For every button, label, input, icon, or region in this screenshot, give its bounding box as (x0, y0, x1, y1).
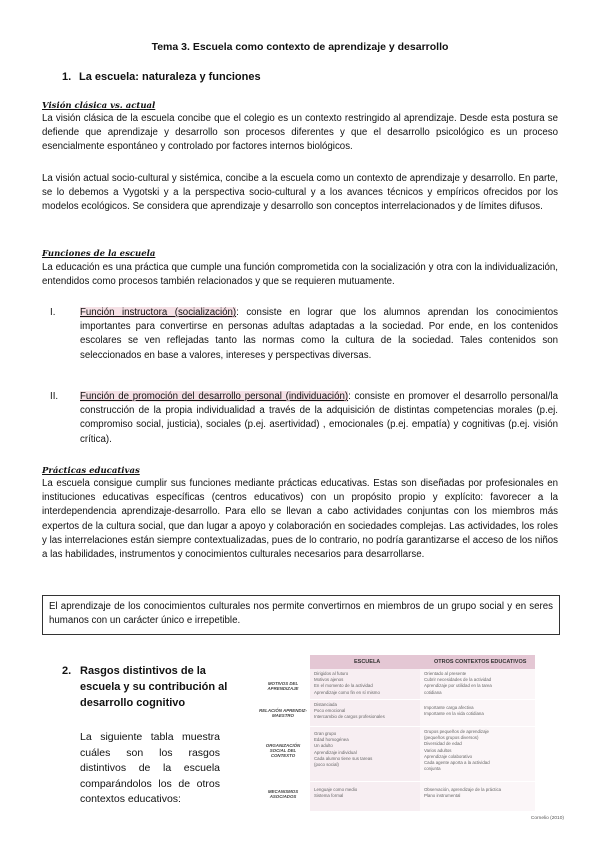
paragraph-practicas: La escuela consigue cumplir sus funciones mediante prácticas educativas. Estas son diseñadas por profesionales en instituciones educativas específicas (centros educativos) con un propósito propio y explícito: favorecer a la interdependencia aprendizaje-desarrollo. Para ello se llevan a cabo actividades conjuntas con los miembros más expertos de la cultura social, que dan lugar a apoyo y colaboración en sociedades complejas. Las actividades, los roles y las interrelaciones están siempre contextualizadas, pues de lo contrario, no podría garantizarse el acceso de los niños a las habilidades, instrumentos y conocimientos culturales necesarios para desarrollarse. (42, 478, 558, 561)
paragraph-vision-clasica: La visión clásica de la escuela concibe que el colegio es un contexto restringido al aprendizaje. Desde esta postura se defiende que aprendizaje y desarrollo son procesos diferentes y que el desarrollo psicológico es un proceso esencialmente espontáneo y controlado por factores internos biológicos. (42, 113, 558, 153)
list-item-funcion-desarrollo (80, 390, 558, 447)
cell-line: conjunta (424, 766, 441, 772)
table-row-label: MECANISMOS ASOCIADOS (267, 789, 299, 800)
paragraph-tabla-intro: La siguiente tabla muestra cuáles son los rasgos distintivos de la escuela comparándolos los de otros contextos educativos: (80, 731, 220, 805)
cell-line: Observación, aprendizaje de la práctica (424, 787, 502, 792)
cell-line: Importante carga afectiva (424, 705, 474, 710)
cell-line: Cada alumno tiene sus tareas (314, 755, 373, 761)
cell-line: En el momento de la actividad (314, 683, 373, 689)
cell-line: Aprendizaje individual (314, 749, 357, 755)
table-cell-otros (424, 787, 534, 799)
cell-line: Aprendizaje por utilidad en la tarea (424, 683, 492, 689)
subheading-funciones: Funciones de la escuela (42, 249, 156, 259)
cell-line: Importante en la vida cotidiana (424, 711, 484, 717)
list-numeral-2: II. (50, 391, 59, 402)
section-2-heading (62, 663, 242, 711)
table-cell-otros (424, 671, 534, 696)
cell-line: Motivos ajenos (314, 677, 344, 683)
cell-line: Distanciada (314, 702, 337, 707)
table-row-label: RELACIÓN APRENDIZ-MAESTRO (259, 708, 307, 719)
section-2-number: 2. (62, 665, 72, 677)
cell-line: Orientado al presente (424, 671, 467, 676)
cell-line: Grupos pequeños de aprendizaje (424, 729, 489, 734)
cell-line: Aprendizaje colaborativo (424, 753, 473, 759)
list-numeral-1: I. (50, 307, 56, 318)
table-credit: Cornelio (2010) (530, 816, 564, 821)
cell-line: Lenguaje como medio (314, 787, 358, 792)
cell-line: Plano instrumental (424, 793, 461, 799)
table-header-escuela: ESCUELA (354, 659, 381, 665)
cell-line: Dirigidos al futuro (314, 671, 349, 676)
funcion-desarrollo-text: : consiste en promover el desarrollo personal/la construcción de la propia individualidad a través de la adquisición de distintas competencias morales (p.ej. compromiso social, justicia), sociales (p.ej. asertividad) , emocionales (p.ej. empatía) y cognitivas (p.ej. visión crítica). (80, 391, 558, 445)
document-title: Tema 3. Escuela como contexto de aprendizaje y desarrollo (151, 41, 449, 53)
table-row-label: MOTIVOS DEL APRENDIZAJE (267, 681, 299, 692)
subheading-vision: Visión clásica vs. actual (42, 101, 156, 111)
paragraph-vision-actual: La visión actual socio-cultural y sistémica, concibe a la escuela como un contexto de aprendizaje y desarrollo. En parte, se lo debemos a Vygotski y a la perspectiva socio-cultural y a los avances técnicos y empíricos ofrecidos por los modelos ecológicos. Se considera que aprendizaje y desarrollo son conceptos interrelacionados y de límites difusos. (42, 173, 558, 213)
section-1-heading (62, 71, 261, 83)
table-row-divider (310, 781, 535, 782)
table-header (310, 655, 535, 669)
cell-line: Cada agente aporta a la actividad (424, 760, 490, 766)
funcion-instructora-text: : consiste en lograr que los alumnos aprendan los conocimientos importantes para convertirse en personas adultas adaptadas a la sociedad. Por ende, en los contenidos escolares se ven reflejadas tanto las normas como la cultura de la sociedad. Tales contenidos son seleccionados en base a valores, intereses y perspectivas diversas. (80, 307, 558, 361)
list-item-funcion-instructora (80, 306, 558, 363)
highlight-funcion-desarrollo: Función de promoción del desarrollo personal (individuación) (80, 391, 349, 402)
cell-line: Un adulto (314, 743, 333, 749)
cell-line: Varios adultos (424, 747, 452, 753)
cell-line: Aprendizaje como fin en sí mismo (314, 689, 380, 695)
cell-line: Diversidad de edad (424, 741, 462, 747)
table-cell-escuela (314, 731, 418, 768)
section-1-title: La escuela: naturaleza y funciones (79, 71, 261, 83)
table-cell-escuela (314, 702, 418, 721)
cell-line: (pequeños grupos diversos) (424, 735, 479, 741)
table-cell-otros (424, 729, 534, 772)
comparison-table-image (258, 655, 566, 825)
table-cell-escuela (314, 787, 418, 799)
table-row-label: ORGANIZACIÓN SOCIAL DEL CONTEXTO (265, 743, 301, 759)
table-cell-otros (424, 705, 534, 717)
cell-line: Intercambio de cargos profesionales (314, 714, 385, 720)
table-row-divider (310, 726, 535, 727)
table-cell-escuela (314, 671, 418, 696)
cell-line: cotidiana (424, 689, 442, 695)
highlight-funcion-instructora: Función instructora (socialización) (80, 307, 237, 318)
callout-box: El aprendizaje de los conocimientos culturales nos permite convertirnos en miembros de un grupo social y en seres humanos con un carácter único e irrepetible. (42, 595, 560, 635)
cell-line: Sistema formal (314, 793, 344, 799)
section-2-title: Rasgos distintivos de la escuela y su contribución al desarrollo cognitivo (80, 665, 228, 709)
subheading-practicas: Prácticas educativas (42, 466, 140, 476)
table-header-otros: OTROS CONTEXTOS EDUCATIVOS (434, 659, 527, 665)
cell-line: Poco emocional (314, 708, 346, 714)
section-1-number: 1. (62, 71, 72, 83)
table-row-divider (310, 699, 535, 700)
cell-line: Cubrir necesidades de la actividad (424, 677, 492, 683)
cell-line: Edad homogénea (314, 737, 349, 743)
paragraph-funciones: La educación es una práctica que cumple una función comprometida con la socialización y otra con la individualización, entendidos como procesos también relacionados y que se requieren mutuamente. (42, 262, 558, 288)
cell-line: (poco social) (314, 762, 339, 768)
cell-line: Gran grupo (314, 731, 337, 736)
